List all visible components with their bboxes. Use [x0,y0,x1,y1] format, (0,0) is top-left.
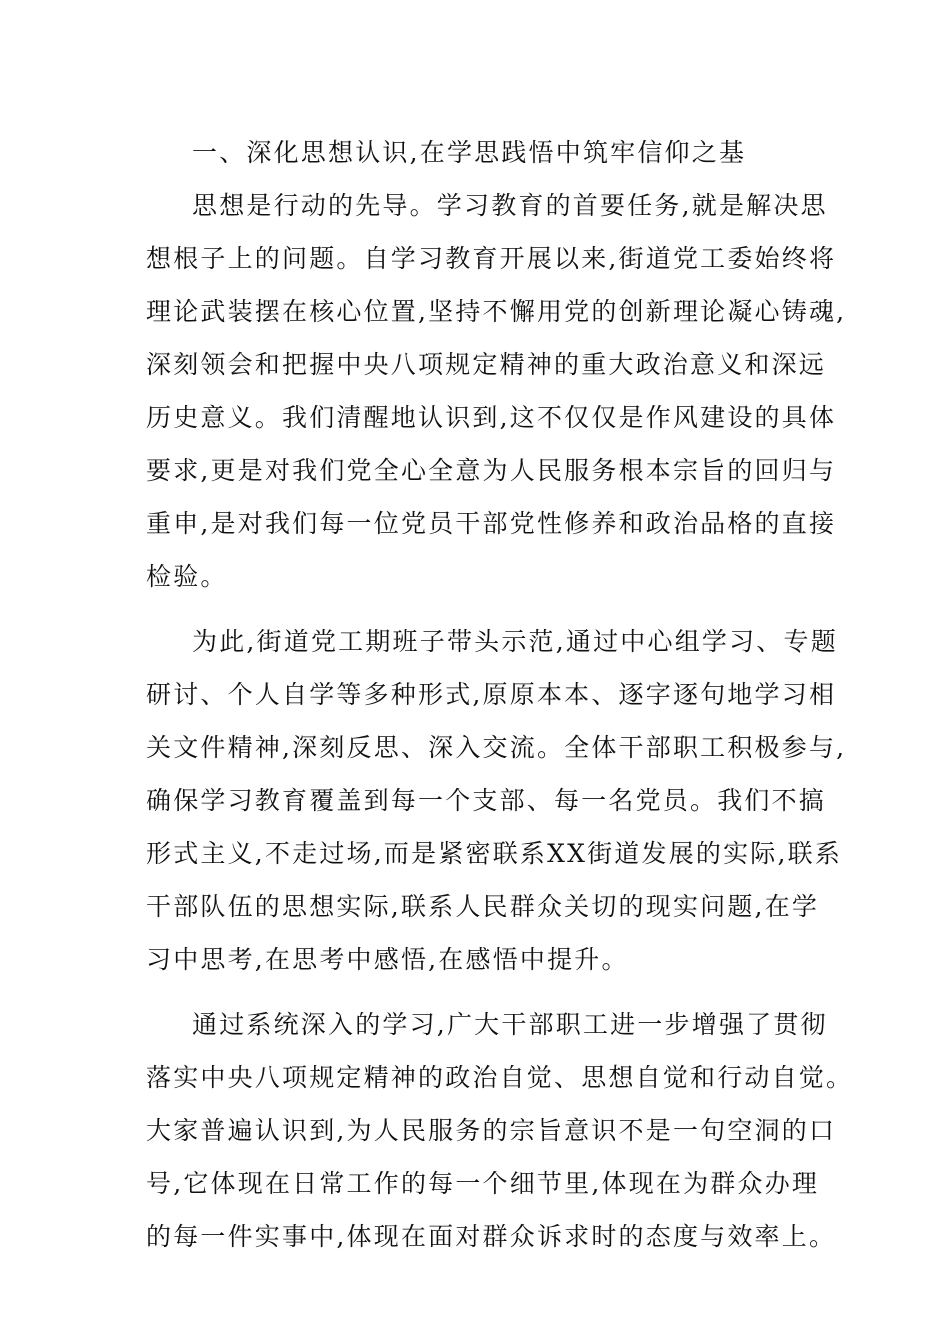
paragraph-line: 习中思考,在思考中感悟,在感悟中提升。 [146,945,629,974]
paragraph-line: 历史意义。我们清醒地认识到,这不仅仅是作风建设的具体 [146,403,837,432]
paragraph-line: 的每一件实事中,体现在面对群众诉求时的态度与效率上。 [146,1222,837,1251]
section-heading: 一、深化思想认识,在学思践悟中筑牢信仰之基 [192,138,747,167]
paragraph-line: 为此,街道党工期班子带头示范,通过中心组学习、专题 [192,627,838,656]
paragraph-line: 要求,更是对我们党全心全意为人民服务根本宗旨的回归与 [146,456,837,485]
paragraph-2 [146,615,847,986]
paragraph-gap [146,603,806,615]
paragraph-line: 通过系统深入的学习,广大干部职工进一步增强了贯彻 [192,1010,828,1039]
paragraph-line: 检验。 [146,562,228,591]
paragraph-line: 确保学习教育覆盖到每一个支部、每一名党员。我们不搞 [146,786,827,815]
paragraph-line: 思想是行动的先导。学习教育的首要任务,就是解决思 [192,191,828,220]
paragraph-3 [146,998,854,1263]
paragraph-line: 想根子上的问题。自学习教育开展以来,街道党工委始终将 [146,244,837,273]
paragraph-line: 重申,是对我们每一位党员干部党性修养和政治品格的直接 [146,509,837,538]
paragraph-line: 干部队伍的思想实际,联系人民群众关切的现实问题,在学 [146,892,820,921]
paragraph-line: 理论武装摆在核心位置,坚持不懈用党的创新理论凝心铸魂, [146,297,847,326]
paragraph-1 [146,179,847,603]
document-body [146,126,854,1263]
paragraph-line: 形式主义,不走过场,而是紧密联系XX街道发展的实际,联系 [146,839,843,868]
paragraph-line: 深刻领会和把握中央八项规定精神的重大政治意义和深远 [146,350,827,379]
paragraph-gap [146,986,806,998]
paragraph-line: 研讨、个人自学等多种形式,原原本本、逐字逐句地学习相 [146,680,837,709]
paragraph-line: 关文件精神,深刻反思、深入交流。全体干部职工积极参与, [146,733,847,762]
paragraph-line: 大家普遍认识到,为人民服务的宗旨意识不是一句空洞的口 [146,1116,837,1145]
paragraph-line: 号,它体现在日常工作的每一个细节里,体现在为群众办理 [146,1169,820,1198]
paragraph-line: 落实中央八项规定精神的政治自觉、思想自觉和行动自觉。 [146,1063,854,1092]
